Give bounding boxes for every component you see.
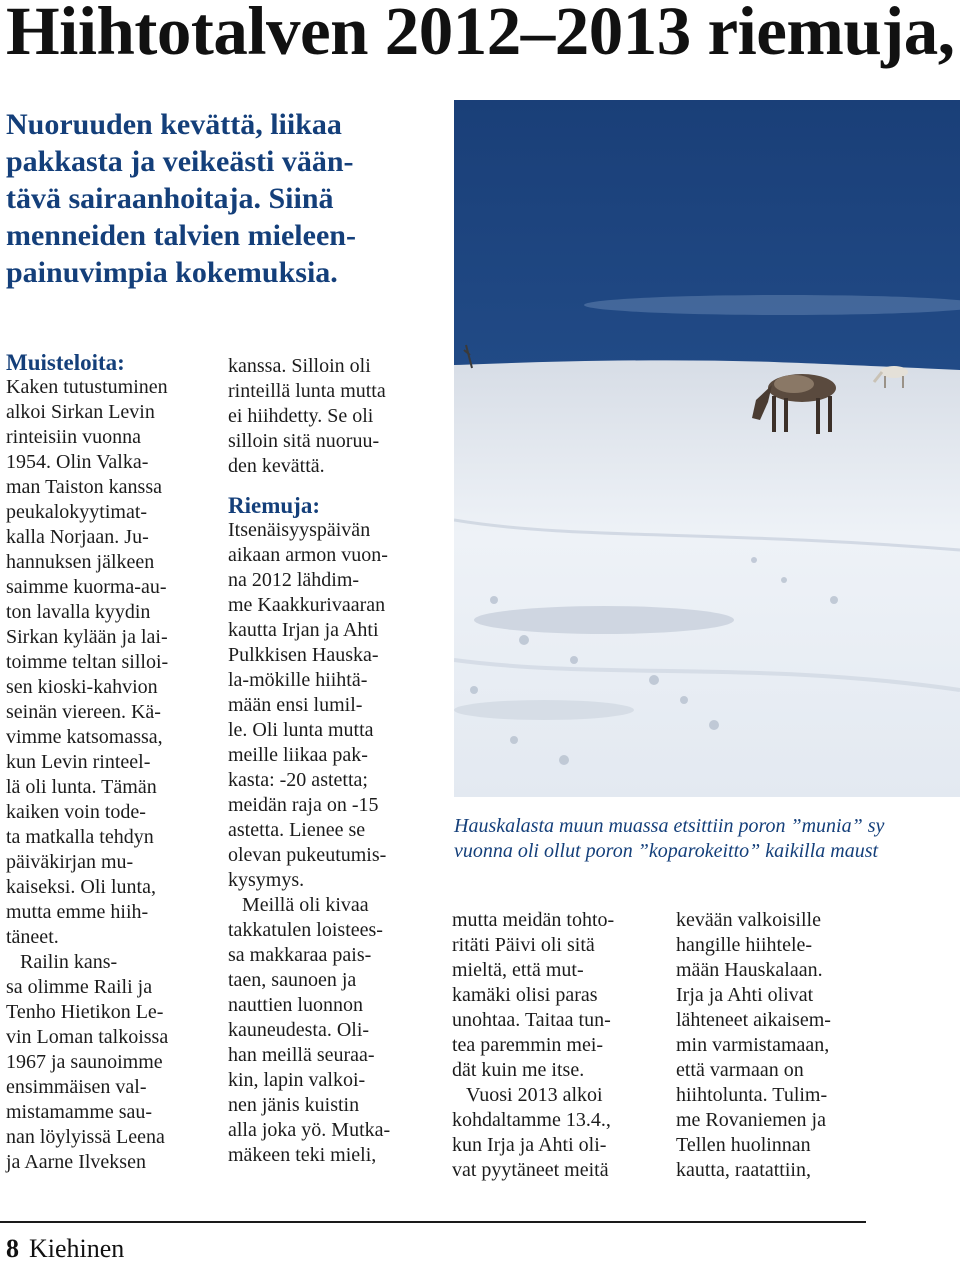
text-line: ritäti Päivi oli sitä bbox=[452, 934, 595, 956]
text-line: ei hiihdetty. Se oli bbox=[228, 405, 374, 427]
text-line: silloin sitä nuoruu- bbox=[228, 430, 380, 452]
text-line: takkatulen loistees- bbox=[228, 919, 383, 941]
text-line: meidän raja on -15 bbox=[228, 794, 379, 816]
lead-line: menneiden talvien mieleen- bbox=[6, 219, 356, 252]
article-lead bbox=[6, 106, 436, 291]
text-line: kun Levin rinteel- bbox=[6, 751, 151, 773]
text-line: Irja ja Ahti olivat bbox=[676, 984, 814, 1006]
text-line: kohdaltamme 13.4., bbox=[452, 1109, 611, 1131]
text-line: taen, saunoen ja bbox=[228, 969, 357, 991]
text-line: ta matkalla tehdyn bbox=[6, 826, 154, 848]
text-line: vin Loman talkoissa bbox=[6, 1026, 169, 1048]
text-line: Tellen huolinnan bbox=[676, 1134, 811, 1156]
text-line: kin, lapin valkoi- bbox=[228, 1069, 366, 1091]
text-line: den kevättä. bbox=[228, 455, 325, 477]
text-line: hangille hiihtele- bbox=[676, 934, 813, 956]
photo-caption bbox=[454, 814, 884, 864]
text-line: min varmistamaan, bbox=[676, 1034, 830, 1056]
text-line: man Taiston kanssa bbox=[6, 476, 162, 498]
text-line: mutta emme hiih- bbox=[6, 901, 149, 923]
text-line: mieltä, että mut- bbox=[452, 959, 584, 981]
text-line: toimme teltan silloi- bbox=[6, 651, 169, 673]
text-line: alla joka yö. Mutka- bbox=[228, 1119, 391, 1141]
text-line: saimme kuorma-au- bbox=[6, 576, 167, 598]
caption-line: vuonna oli ollut poron ”koparokeitto” kaikilla maust bbox=[454, 840, 879, 862]
text-line: Sirkan kylään ja lai- bbox=[6, 626, 168, 648]
text-line: alkoi Sirkan Levin bbox=[6, 401, 155, 423]
text-line: kalla Norjaan. Ju- bbox=[6, 526, 149, 548]
lead-line: tävä sairaanhoitaja. Siinä bbox=[6, 182, 334, 215]
lead-line: painuvimpia kokemuksia. bbox=[6, 256, 338, 289]
text-line: nen jänis kuistin bbox=[228, 1094, 360, 1116]
text-line: mutta meidän tohto- bbox=[452, 909, 615, 931]
text-line: kautta Irjan ja Ahti bbox=[228, 619, 379, 641]
text-line: kysymys. bbox=[228, 869, 305, 891]
text-line: peukalokyytimat- bbox=[6, 501, 148, 523]
column-3 bbox=[452, 908, 614, 1183]
lead-line: pakkasta ja veikeästi vään- bbox=[6, 145, 354, 178]
page-number: 8 bbox=[6, 1234, 19, 1263]
text-line: että varmaan on bbox=[676, 1059, 804, 1081]
text-line: olevan pukeutumis- bbox=[228, 844, 387, 866]
publication-name: Kiehinen bbox=[29, 1234, 125, 1263]
text-line: astetta. Lienee se bbox=[228, 819, 366, 841]
text-line: kauneudesta. Oli- bbox=[228, 1019, 370, 1041]
text-line: nan löylyissä Leena bbox=[6, 1126, 165, 1148]
text-line: ja Aarne Ilveksen bbox=[6, 1151, 146, 1173]
text-line: 1954. Olin Valka- bbox=[6, 451, 149, 473]
text-line: Railin kans- bbox=[20, 951, 118, 973]
text-line: kautta, raatattiin, bbox=[676, 1159, 811, 1181]
text-line: täneet. bbox=[6, 926, 59, 948]
text-line: sen kioski-kahvion bbox=[6, 676, 158, 698]
text-line: la-mökille hiihtä- bbox=[228, 669, 368, 691]
text-line: unohtaa. Taitaa tun- bbox=[452, 1009, 611, 1031]
text-line: lä oli lunta. Tämän bbox=[6, 776, 157, 798]
text-line: rinteillä lunta mutta bbox=[228, 380, 386, 402]
text-line: sa olimme Raili ja bbox=[6, 976, 153, 998]
text-line: mään Hauskalaan. bbox=[676, 959, 823, 981]
text-line: kun Irja ja Ahti oli- bbox=[452, 1134, 607, 1156]
text-line: le. Oli lunta mutta bbox=[228, 719, 374, 741]
text-line: päiväkirjan mu- bbox=[6, 851, 134, 873]
text-line: seinän viereen. Kä- bbox=[6, 701, 161, 723]
text-line: tea paremmin mei- bbox=[452, 1034, 604, 1056]
text-line: Meillä oli kivaa bbox=[242, 894, 369, 916]
text-line: mistamamme sau- bbox=[6, 1101, 153, 1123]
text-line: Itsenäisyyspäivän bbox=[228, 519, 371, 541]
text-line: 1967 ja saunoimme bbox=[6, 1051, 163, 1073]
text-line: Tenho Hietikon Le- bbox=[6, 1001, 164, 1023]
text-line: dät kuin me itse. bbox=[452, 1059, 585, 1081]
text-line: me Kaakkurivaaran bbox=[228, 594, 386, 616]
text-line: mäkeen teki mieli, bbox=[228, 1144, 377, 1166]
text-line: meille liikaa pak- bbox=[228, 744, 368, 766]
photo-illustration bbox=[454, 100, 960, 797]
text-line: mään ensi lumil- bbox=[228, 694, 363, 716]
subhead-riemuja: Riemuja: bbox=[228, 493, 320, 518]
text-line: hiihtolunta. Tulim- bbox=[676, 1084, 828, 1106]
footer-divider bbox=[0, 1221, 866, 1223]
text-line: kevään valkoisille bbox=[676, 909, 821, 931]
text-line: Kaken tutustuminen bbox=[6, 376, 168, 398]
subhead-muisteloita: Muisteloita: bbox=[6, 350, 125, 375]
text-line: sa makkaraa pais- bbox=[228, 944, 372, 966]
caption-line: Hauskalasta muun muassa etsittiin poron ”munia” sy bbox=[454, 815, 885, 837]
lead-line: Nuoruuden kevättä, liikaa bbox=[6, 108, 342, 141]
text-line: aikaan armon vuon- bbox=[228, 544, 388, 566]
text-line: hannuksen jälkeen bbox=[6, 551, 155, 573]
column-1 bbox=[6, 350, 168, 1175]
text-line: ensimmäisen val- bbox=[6, 1076, 147, 1098]
text-line: vat pyytäneet meitä bbox=[452, 1159, 609, 1181]
text-line: ton lavalla kyydin bbox=[6, 601, 151, 623]
text-line: rinteisiin vuonna bbox=[6, 426, 141, 448]
reindeer-snow-photo bbox=[454, 100, 960, 797]
text-line: Pulkkisen Hauska- bbox=[228, 644, 379, 666]
page-footer bbox=[6, 1234, 124, 1264]
text-line: lähteneet aikaisem- bbox=[676, 1009, 831, 1031]
text-line: han meillä seuraa- bbox=[228, 1044, 375, 1066]
text-line: kasta: -20 astetta; bbox=[228, 769, 368, 791]
column-4 bbox=[676, 908, 831, 1183]
text-line: kaiken voin tode- bbox=[6, 801, 146, 823]
article-headline: Hiihtotalven 2012–2013 riemuja, bbox=[6, 0, 955, 69]
text-line: na 2012 lähdim- bbox=[228, 569, 360, 591]
text-line: kanssa. Silloin oli bbox=[228, 355, 371, 377]
column-2 bbox=[228, 354, 390, 1168]
text-line: kamäki olisi paras bbox=[452, 984, 598, 1006]
text-line: kaiseksi. Oli lunta, bbox=[6, 876, 156, 898]
text-line: vimme katsomassa, bbox=[6, 726, 163, 748]
text-line: Vuosi 2013 alkoi bbox=[466, 1084, 603, 1106]
text-line: me Rovaniemen ja bbox=[676, 1109, 826, 1131]
text-line: nauttien luonnon bbox=[228, 994, 363, 1016]
